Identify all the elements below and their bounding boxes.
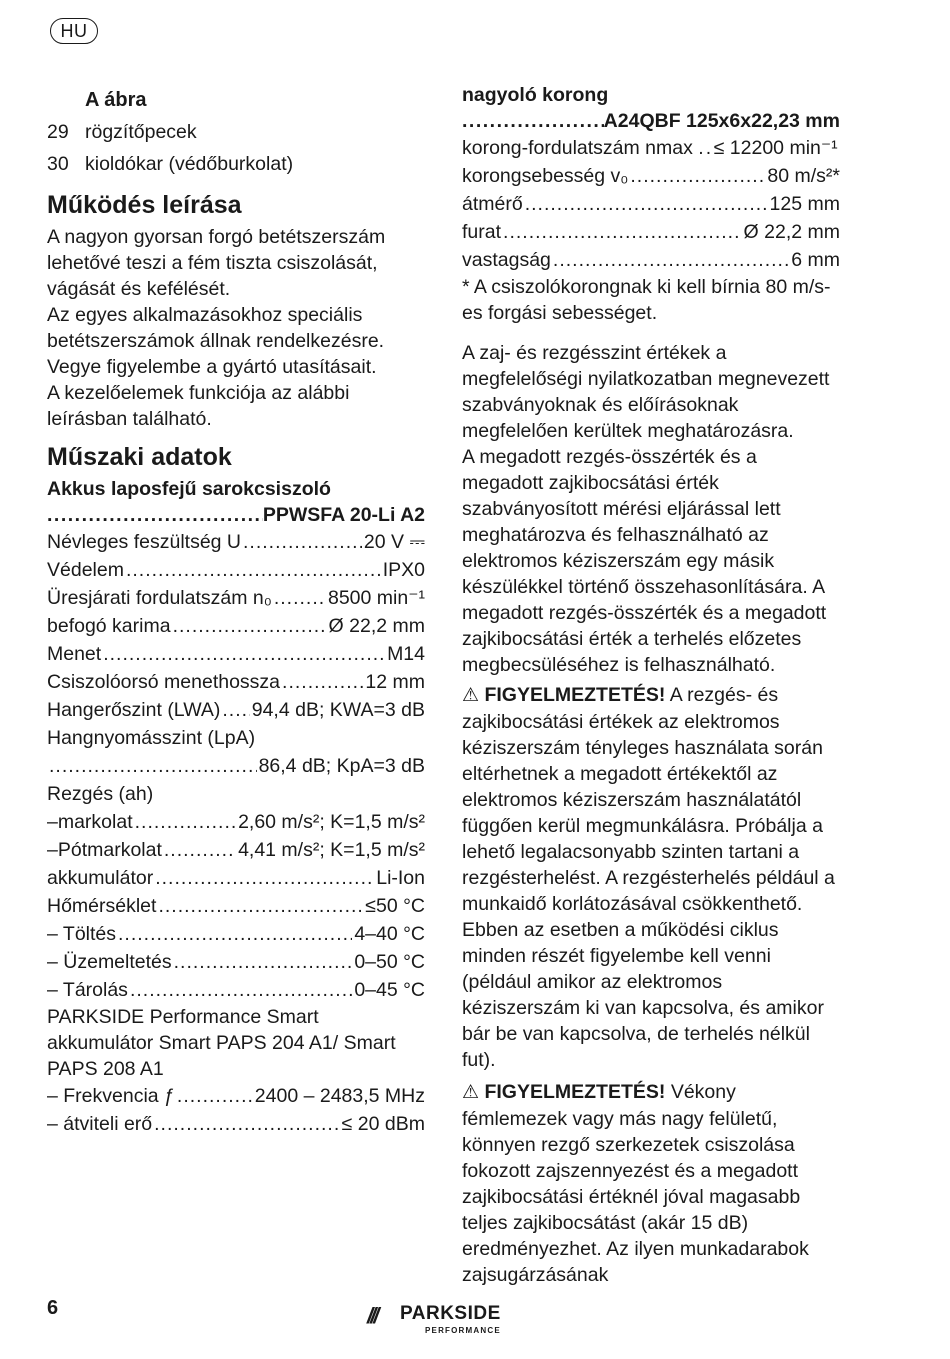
spec-row xyxy=(47,948,425,976)
spec-key: vastagság xyxy=(462,249,551,271)
spec-row xyxy=(462,134,840,162)
sound-pressure-value: 86,4 dB; KpA=3 dB xyxy=(258,755,425,777)
spec-value: ≤ 12200 min⁻¹ xyxy=(713,137,838,159)
spec-key: – Töltés xyxy=(47,923,117,945)
spec-row xyxy=(47,976,425,1004)
warning-icon: ⚠ xyxy=(462,1082,480,1103)
spec-value: M14 xyxy=(387,643,425,665)
warning-text: Vékony fémlemezek vagy más nagy felületű, könnyen rezgő szerkezetek csiszolása fokozott zajszennyezést és a megadott zajkibocsátási értéknél jóval magasabb teljes zajkibocsátást (akár 15 dB) eredményezhet. Az ilyen munkadarabok zajsugárzásának xyxy=(462,1081,809,1286)
spec-value: Ø 22,2 mm xyxy=(743,221,840,243)
spec-row xyxy=(462,190,840,218)
leader-dots xyxy=(274,584,326,612)
spec-value: 0–45 °C xyxy=(354,979,425,1001)
section-title-operation: Működés leírása xyxy=(47,191,242,219)
figure-item xyxy=(47,148,425,180)
vibration-label: Rezgés (ah) xyxy=(47,783,154,805)
spec-key: Névleges feszültség U xyxy=(47,531,242,553)
spec-key: Menet xyxy=(47,643,102,665)
leader-dots xyxy=(630,162,765,190)
leader-dots xyxy=(135,808,236,836)
spec-value: 4–40 °C xyxy=(354,923,425,945)
leader-dots xyxy=(155,864,374,892)
spec-value: Li-Ion xyxy=(376,867,425,889)
spec-key: – Üzemeltetés xyxy=(47,951,172,973)
spec-value: Ø 22,2 mm xyxy=(328,615,425,637)
leader-dots xyxy=(118,920,352,948)
spec-row xyxy=(47,836,425,864)
paragraph: Az egyes alkalmazásokhoz speciális betétszerszámok állnak rendelkezésre. Vegye figyelembe a gyártó utasításait. xyxy=(47,304,385,378)
leader-dots xyxy=(49,752,257,780)
paragraph: A megadott rezgés-összérték és a megadott zajkibocsátási érték szabványosított mérési eljárással lett meghatározva és felhasználható az elektromos kéziszerszám egy másik készülékkel történő összehasonlítására. A megadott rezgés-összérték és a megadott zajkibocsátási érték a terhelés előzetes megbecsüléséhez is felhasználható. xyxy=(462,446,827,676)
warning-text: A rezgés- és zajkibocsátási értékek az elektromos kéziszerszám tényleges használata során eltérhetnek a megadott értékektől az elektromos kéziszerszám használatától függően kerül megmunkálásra. Próbálja a lehető legalacsonyabb szinten tartani a rezgésterhelést. A rezgésterhelés például a munkaidő korlátozásával csökkenthető. Ebben az esetben a működési ciklus minden részét figyelembe kell venni (például amikor az elektromos kéziszerszám ki van kapcsolva, és amikor bár be van kapcsolva, de terhelés nélkül fut). xyxy=(462,684,835,1071)
leader-dots xyxy=(177,1082,253,1110)
spec-row xyxy=(47,528,425,556)
disc-note: * A csiszolókorongnak ki kell bírnia 80 m/s-es forgási sebességet. xyxy=(462,276,831,324)
figure-item-number: 30 xyxy=(47,153,69,175)
disc-model: A24QBF 125x6x22,23 mm xyxy=(603,110,840,132)
spec-key: befogó karima xyxy=(47,615,171,637)
spec-key: furat xyxy=(462,221,502,243)
paragraph: A nagyon gyorsan forgó betétszerszám lehetővé teszi a fém tiszta csiszolását, vágását és kefélését. xyxy=(47,226,386,300)
spec-key: Üresjárati fordulatszám n₀ xyxy=(47,587,272,609)
spec-row xyxy=(47,584,425,612)
section-title-specs: Műszaki adatok xyxy=(47,443,232,471)
spec-value: ≤ 20 dBm xyxy=(341,1113,425,1135)
spec-row xyxy=(47,668,425,696)
spec-row xyxy=(462,218,840,246)
language-code: HU xyxy=(60,20,88,41)
warning-icon: ⚠ xyxy=(462,685,480,706)
spec-row xyxy=(47,1110,425,1138)
right-column xyxy=(462,82,840,1288)
figure-title: A ábra xyxy=(85,89,147,111)
spec-key: Védelem xyxy=(47,559,124,581)
sound-pressure-label: Hangnyomásszint (LpA) xyxy=(47,727,256,749)
spec-row xyxy=(47,640,425,668)
spec-row xyxy=(462,162,840,190)
figure-item xyxy=(47,116,425,148)
spec-value: 0–50 °C xyxy=(354,951,425,973)
leader-dots xyxy=(158,892,363,920)
spec-row xyxy=(47,752,425,780)
leader-dots xyxy=(126,556,381,584)
spec-key: Hőmérséklet xyxy=(47,895,157,917)
language-badge xyxy=(50,18,98,44)
leader-dots xyxy=(503,218,742,246)
product-model: PPWSFA 20-Li A2 xyxy=(262,504,425,526)
warning-paragraph xyxy=(462,682,840,1073)
leader-dots xyxy=(130,976,352,1004)
logo-subtitle: PERFORMANCE xyxy=(425,1326,501,1335)
spec-value: 20 V ⎓ xyxy=(363,531,425,553)
leader-dots xyxy=(553,246,789,274)
battery-info: PARKSIDE Performance Smart akkumulátor Smart PAPS 204 A1/ Smart PAPS 208 A1 xyxy=(47,1006,396,1080)
leader-dots xyxy=(154,1110,340,1138)
warning-label: FIGYELMEZTETÉS! xyxy=(484,1081,666,1103)
spec-value: 80 m/s²* xyxy=(767,165,840,187)
spec-row xyxy=(47,864,425,892)
spec-row xyxy=(47,892,425,920)
spec-key: korong-fordulatszám nmax . xyxy=(462,137,704,159)
leader-dots xyxy=(462,108,604,134)
leader-dots xyxy=(164,836,236,864)
disc-name: nagyoló korong xyxy=(462,84,609,106)
spec-key: Csiszolóorsó menethossza xyxy=(47,671,281,693)
warning-paragraph xyxy=(462,1079,840,1288)
leader-dots xyxy=(47,502,263,528)
spec-key: –markolat xyxy=(47,811,133,833)
spec-value: 2400 – 2483,5 MHz xyxy=(254,1085,425,1107)
leader-dots xyxy=(173,612,327,640)
figure-item-number: 29 xyxy=(47,121,69,143)
leader-dots xyxy=(525,190,768,218)
leader-dots xyxy=(243,528,362,556)
spec-value: 94,4 dB; KWA=3 dB xyxy=(251,699,425,721)
figure-item-label: rögzítőpecek xyxy=(85,121,197,143)
page-number: 6 xyxy=(47,1297,59,1319)
spec-value: 6 mm xyxy=(791,249,840,271)
spec-key: korongsebesség v₀ xyxy=(462,165,629,187)
spec-value: IPX0 xyxy=(382,559,425,581)
spec-row xyxy=(47,920,425,948)
product-model-row xyxy=(47,502,425,528)
figure-item-label: kioldókar (védőburkolat) xyxy=(85,153,294,175)
product-name: Akkus laposfejű sarokcsiszoló xyxy=(47,478,331,500)
spec-row xyxy=(47,1082,425,1110)
spec-key: átmérő xyxy=(462,193,523,215)
logo-brand: PARKSIDE xyxy=(400,1303,501,1324)
spec-row xyxy=(47,696,425,724)
spec-value: ≤50 °C xyxy=(365,895,425,917)
spec-row xyxy=(47,556,425,584)
leader-dots xyxy=(174,948,353,976)
paragraph: A zaj- és rezgésszint értékek a megfelelőségi nyilatkozatban megnevezett szabványoknak és előírásoknak megfelelően kerültek meghatározásra. xyxy=(462,342,830,442)
spec-key: – Tárolás xyxy=(47,979,128,1001)
spec-value: 12 mm xyxy=(365,671,425,693)
leader-dots xyxy=(282,668,363,696)
paragraph: A kezelőelemek funkciója az alábbi leírásban található. xyxy=(47,382,350,430)
warning-label: FIGYELMEZTETÉS! xyxy=(484,684,666,706)
logo-slashes-icon: /// xyxy=(367,1303,377,1328)
spec-row xyxy=(47,808,425,836)
spec-key: –Pótmarkolat xyxy=(47,839,162,861)
leader-dots xyxy=(706,134,712,162)
disc-model-row xyxy=(462,108,840,134)
spec-value: 2,60 m/s²; K=1,5 m/s² xyxy=(238,811,425,833)
left-column xyxy=(47,84,425,1138)
parkside-logo xyxy=(367,1301,517,1337)
spec-key: akkumulátor xyxy=(47,867,154,889)
leader-dots xyxy=(222,696,249,724)
spec-key: – Frekvencia ƒ xyxy=(47,1085,175,1107)
leader-dots xyxy=(103,640,385,668)
spec-row xyxy=(47,612,425,640)
spec-row xyxy=(462,246,840,274)
spec-key: – átviteli erő xyxy=(47,1113,153,1135)
spec-value: 8500 min⁻¹ xyxy=(327,587,425,609)
spec-value: 4,41 m/s²; K=1,5 m/s² xyxy=(238,839,425,861)
spec-key: Hangerőszint (LWA) xyxy=(47,699,221,721)
spec-value: 125 mm xyxy=(769,193,840,215)
